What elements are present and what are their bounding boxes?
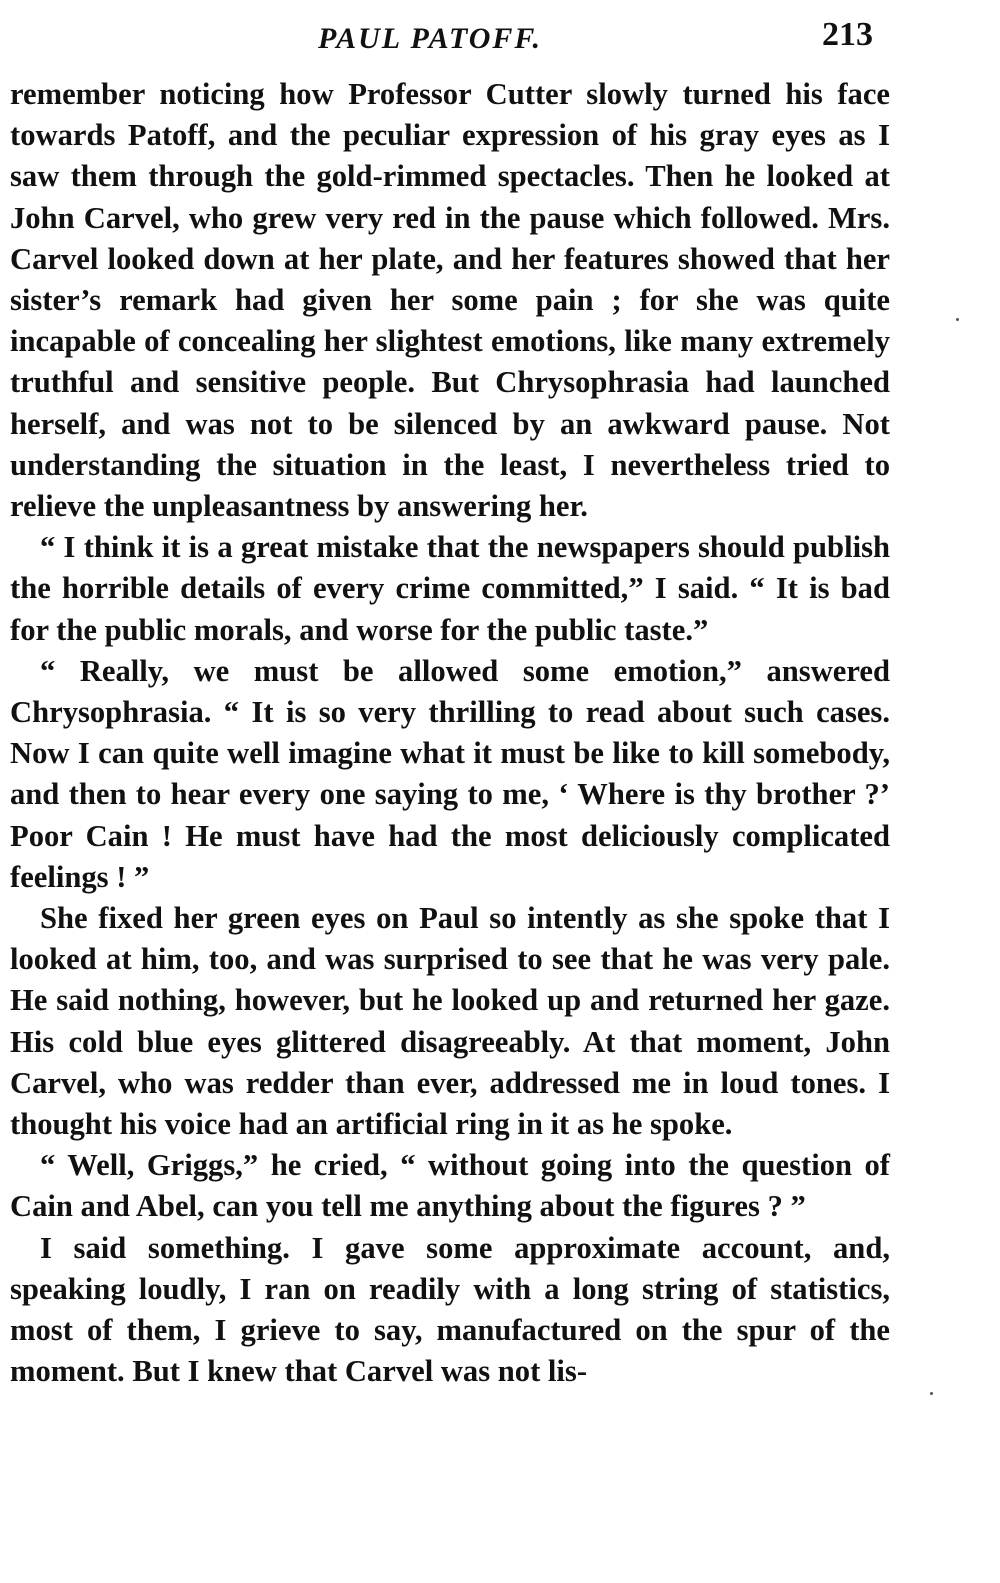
page-header [0,12,1000,62]
body-text [10,74,890,1393]
paragraph-1: remember noticing how Professor Cutter slowly turned his face towards Patoff, and the peculiar expression of his gray eyes as I saw them through the gold-rimmed spectacles. Then he looked at John Carvel, who grew very red in the pause which followed. Mrs. Carvel looked down at her plate, and her features showed that her sister’s remark had given her some pain ; for she was quite incapable of concealing her slightest emotions, like many extremely truthful and sensitive people. But Chrysophrasia had launched herself, and was not to be silenced by an awkward pause. Not understanding the situation in the least, I nevertheless tried to relieve the unpleasantness by answering her. [10,77,890,524]
paragraph-5: “ Well, Griggs,” he cried, “ without going into the question of Cain and Abel, can you tell me anything about the figures ? ” [10,1148,890,1224]
page-number: 213 [822,16,873,53]
scan-speck [956,318,959,321]
paragraph-4: She fixed her green eyes on Paul so intently as she spoke that I looked at him, too, and was surprised to see that he was very pale. He said nothing, however, but he looked up and returned her gaze. His cold blue eyes glittered disagreeably. At that moment, John Carvel, who was redder than ever, addressed me in loud tones. I thought his voice had an artificial ring in it as he spoke. [10,901,890,1142]
paragraph-6: I said something. I gave some approximate account, and, speaking loudly, I ran on readily with a long string of statistics, most of them, I grieve to say, manufactured on the spur of the moment. But I knew that Carvel was not lis- [10,1230,890,1389]
paragraph-3: “ Really, we must be allowed some emotion,” answered Chrysophrasia. “ It is so very thrilling to read about such cases. Now I can quite well imagine what it must be like to kill somebody, and then to hear every one saying to me, ‘ Where is thy brother ?’ Poor Cain ! He must have had the most deliciously complicated feelings ! ” [10,653,890,894]
paragraph-2: “ I think it is a great mistake that the newspapers should publish the horrible details of every crime committed,” I said. “ It is bad for the public morals, and worse for the public taste.” [10,530,890,647]
running-title: PAUL PATOFF. [318,22,543,55]
scan-speck [930,1392,933,1395]
